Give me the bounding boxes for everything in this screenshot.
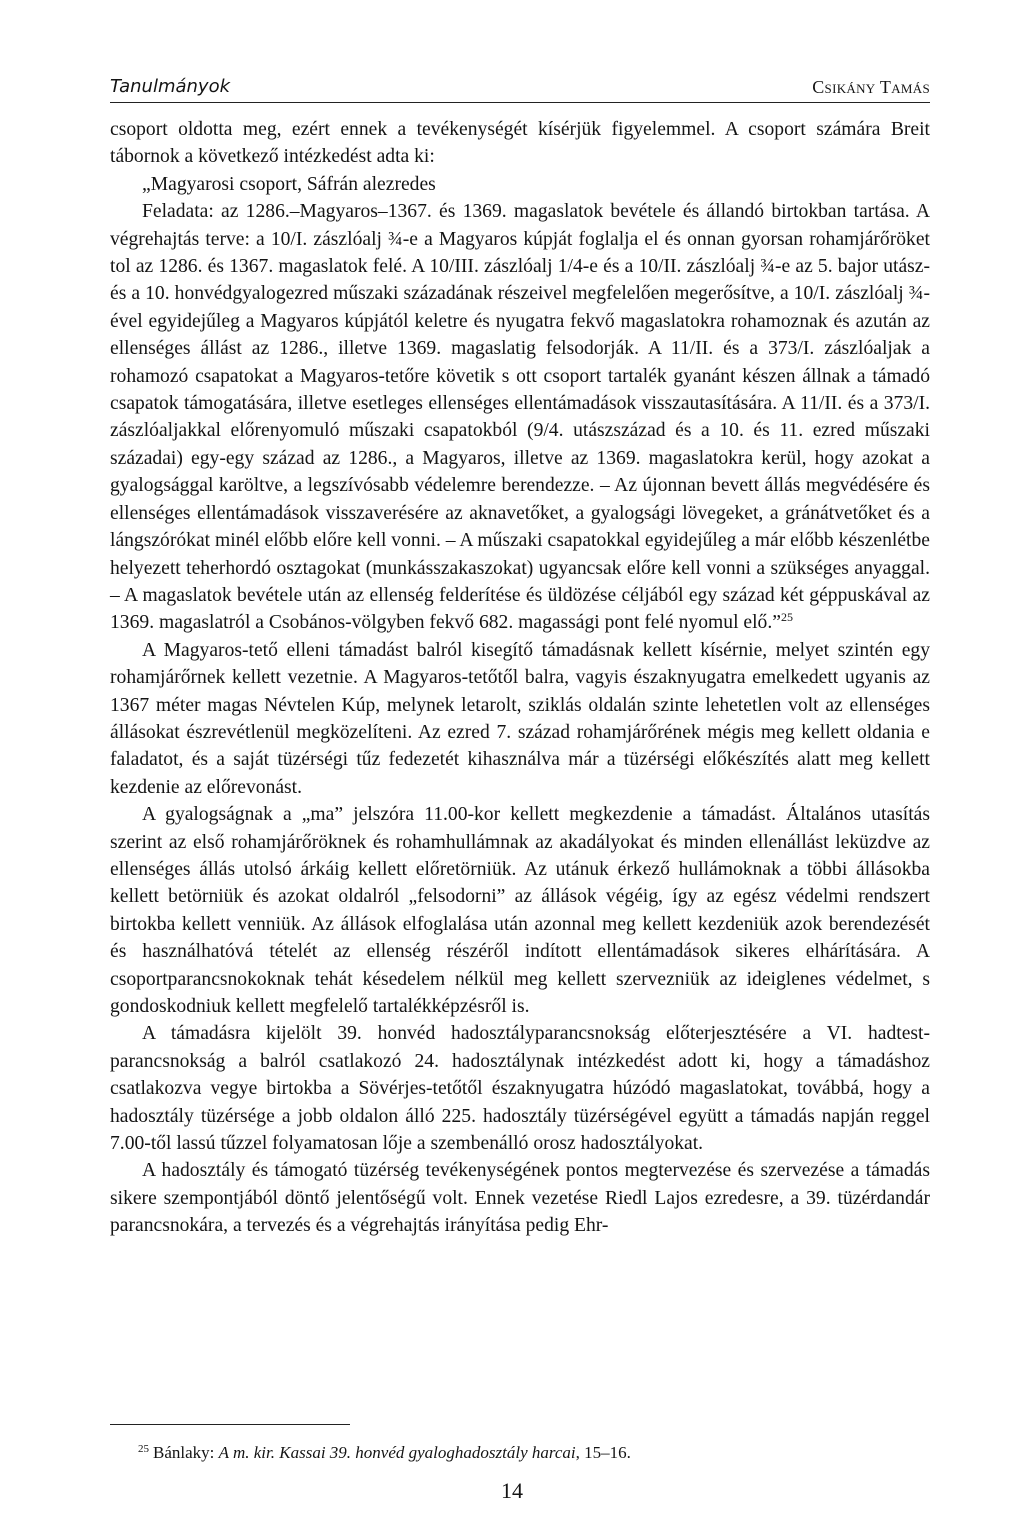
- footnote-number: 25: [138, 1443, 149, 1455]
- paragraph-7: A hadosztály és támogató tüzérség tevékenységének pontos megtervezése és szervezése a támadás sikere szempontjából döntő jelentőségű volt. Ennek vezetése Riedl Lajos ezredesre, a 39. tüzérdandár parancsnokára, a tervezés és a végrehajtás irányítása pedig Ehr-: [110, 1160, 930, 1237]
- footnote-title: A m. kir. Kassai 39. honvéd gyaloghadosztály harcai: [218, 1443, 576, 1462]
- paragraph-2: „Magyarosi csoport, Sáfrán alezredes: [142, 173, 436, 195]
- body-text: [110, 116, 930, 1240]
- paragraph-3-text: Feladata: az 1286.–Magyaros–1367. és 1369. magaslatok bevétele és állandó birtokban tartása. A végrehajtás terve: a 10/I. zászlóalj ¾-e a Magyaros kúpját foglalja el és onnan gyorsan rohamjárőröket tol az 1286. és 1367. magaslatok felé. A 10/III. zászlóalj 1/4-e és a 10/II. zászlóalj ¾-e az 5. bajor utász- és a 10. honvédgyalogezred műszaki századának részeivel megfelelően megerősítve, a 10/I. zászlóalj ¾-ével egyidejűleg a Magyaros kúpjától keletre és nyugatra fekvő magaslatokra rohamoznak és azután az ellenséges állást az 1286., illetve 1369. magaslatig felsodorják. A 11/II. és a 373/I. zászlóaljak a rohamozó csapatokat a Magyaros-tetőre követik s ott csoport tartalék gyanánt készen állnak a támadó csapatok támogatására, illetve esetleges ellenséges ellentámadások visszautasítására. A 11/II. és a 373/I. zászlóaljakkal előrenyomuló műszaki csapatokból (9/4. utászszázad és a 10. és 11. ezred műszaki századai) egy-egy század az 1286., a Magyaros, illetve az 1369. magaslatokra kerül, hogy azokat a gyalogsággal karöltve, a legszívósabb védelemre berendezze. – Az újonnan bevett állás megvédésére és ellenséges ellentámadások visszaverésére az aknavetőket, a gyalogsági lövegeket, a gránátvetőket és a lángszórókat minél előbb előre kell vonni. – A műszaki csapatokkal egyidejűleg a már előbb készenlétbe helyezett teherhordó osztagokat (munkásszakaszokat) ugyancsak előre kell vonni a szükséges anyaggal. – A magaslatok bevétele után az ellenség felderítése és üldözése céljából egy század két géppuskával az 1369. magaslatról a Csobános-völgyben fekvő 682. magassági pont felé nyomul elő.”: [110, 201, 930, 634]
- footnote-author: Bánlaky:: [153, 1443, 219, 1462]
- page-number: 14: [501, 1478, 523, 1503]
- paragraph-4: A Magyaros-tető elleni támadást balról kisegítő támadásnak kellett kísérnie, melyet szintén egy rohamjárőrnek kellett vezetnie. A Magyaros-tetőtől balra, vagyis északnyugatra emelkedett ugyanis az 1367 méter magas Névtelen Kúp, melynek letarolt, sziklás oldalán szinte lehetetlen volt az ellenséges állásokat észrevétlenül megközelíteni. Az ezred 7. század rohamjárőrének mégis meg kellett oldania e faladatot, és a saját tüzérségi tűz fedezetét kihasználva már a tüzérségi előkészítés alatt meg kellett kezdenie az előrevonást.: [110, 639, 930, 798]
- footnote-pages: , 15–16.: [575, 1443, 631, 1462]
- author-name: Csikány Tamás: [812, 77, 930, 97]
- running-header: [110, 76, 930, 103]
- paragraph-3: [110, 198, 930, 637]
- paragraph-1: csoport oldotta meg, ezért ennek a tevékenységét kísérjük figyelemmel. A csoport számára Breit tábornok a következő intézkedést adta ki:: [110, 119, 930, 168]
- paragraph-6: A támadásra kijelölt 39. honvéd hadosztályparancsnokság előterjesztésére a VI. hadtest-parancsnokság a balról csatlakozó 24. hadosztálynak intézkedést adott ki, hogy a támadáshoz csatlakozva vegye birtokba a Sövérjes-tetőtől északnyugatra húzódó magaslatokat, továbbá, hogy a hadosztály tüzérsége a jobb oldalon álló 225. hadosztály tüzérségével együtt a támadás napján reggel 7.00-től lassú tűzzel folyamatosan lője a szembenálló orosz hadosztályokat.: [110, 1023, 930, 1155]
- section-title: Tanulmányok: [110, 76, 231, 97]
- footnote: [110, 1438, 930, 1464]
- footnote-ref[interactable]: 25: [780, 610, 793, 625]
- footnote-divider: [110, 1424, 350, 1425]
- paragraph-5: A gyalogságnak a „ma” jelszóra 11.00-kor kellett megkezdenie a támadást. Általános utasítás szerint az első rohamjárőröknek és rohamhullámnak az akadályokat és minden ellenállást leküzdve az ellenséges állás utolsó árkáig kellett előretörniük. Az utánuk érkező hullámoknak a többi állásokba kellett betörniük és azokat oldalról „felsodorni” az állások végéig, így az egész védelmi rendszert birtokba kellett venniük. Az állások elfoglalása után azonnal meg kellett kezdeniük azok berendezését és használhatóvá tételét az ellenség részéről indított ellentámadások sikeres elhárítására. A csoportparancsnokoknak tehát késedelem nélkül meg kellett szervezniük az ideiglenes védelmet, s gondoskodniuk kellett megfelelő tartalékképzésről is.: [110, 804, 930, 1017]
